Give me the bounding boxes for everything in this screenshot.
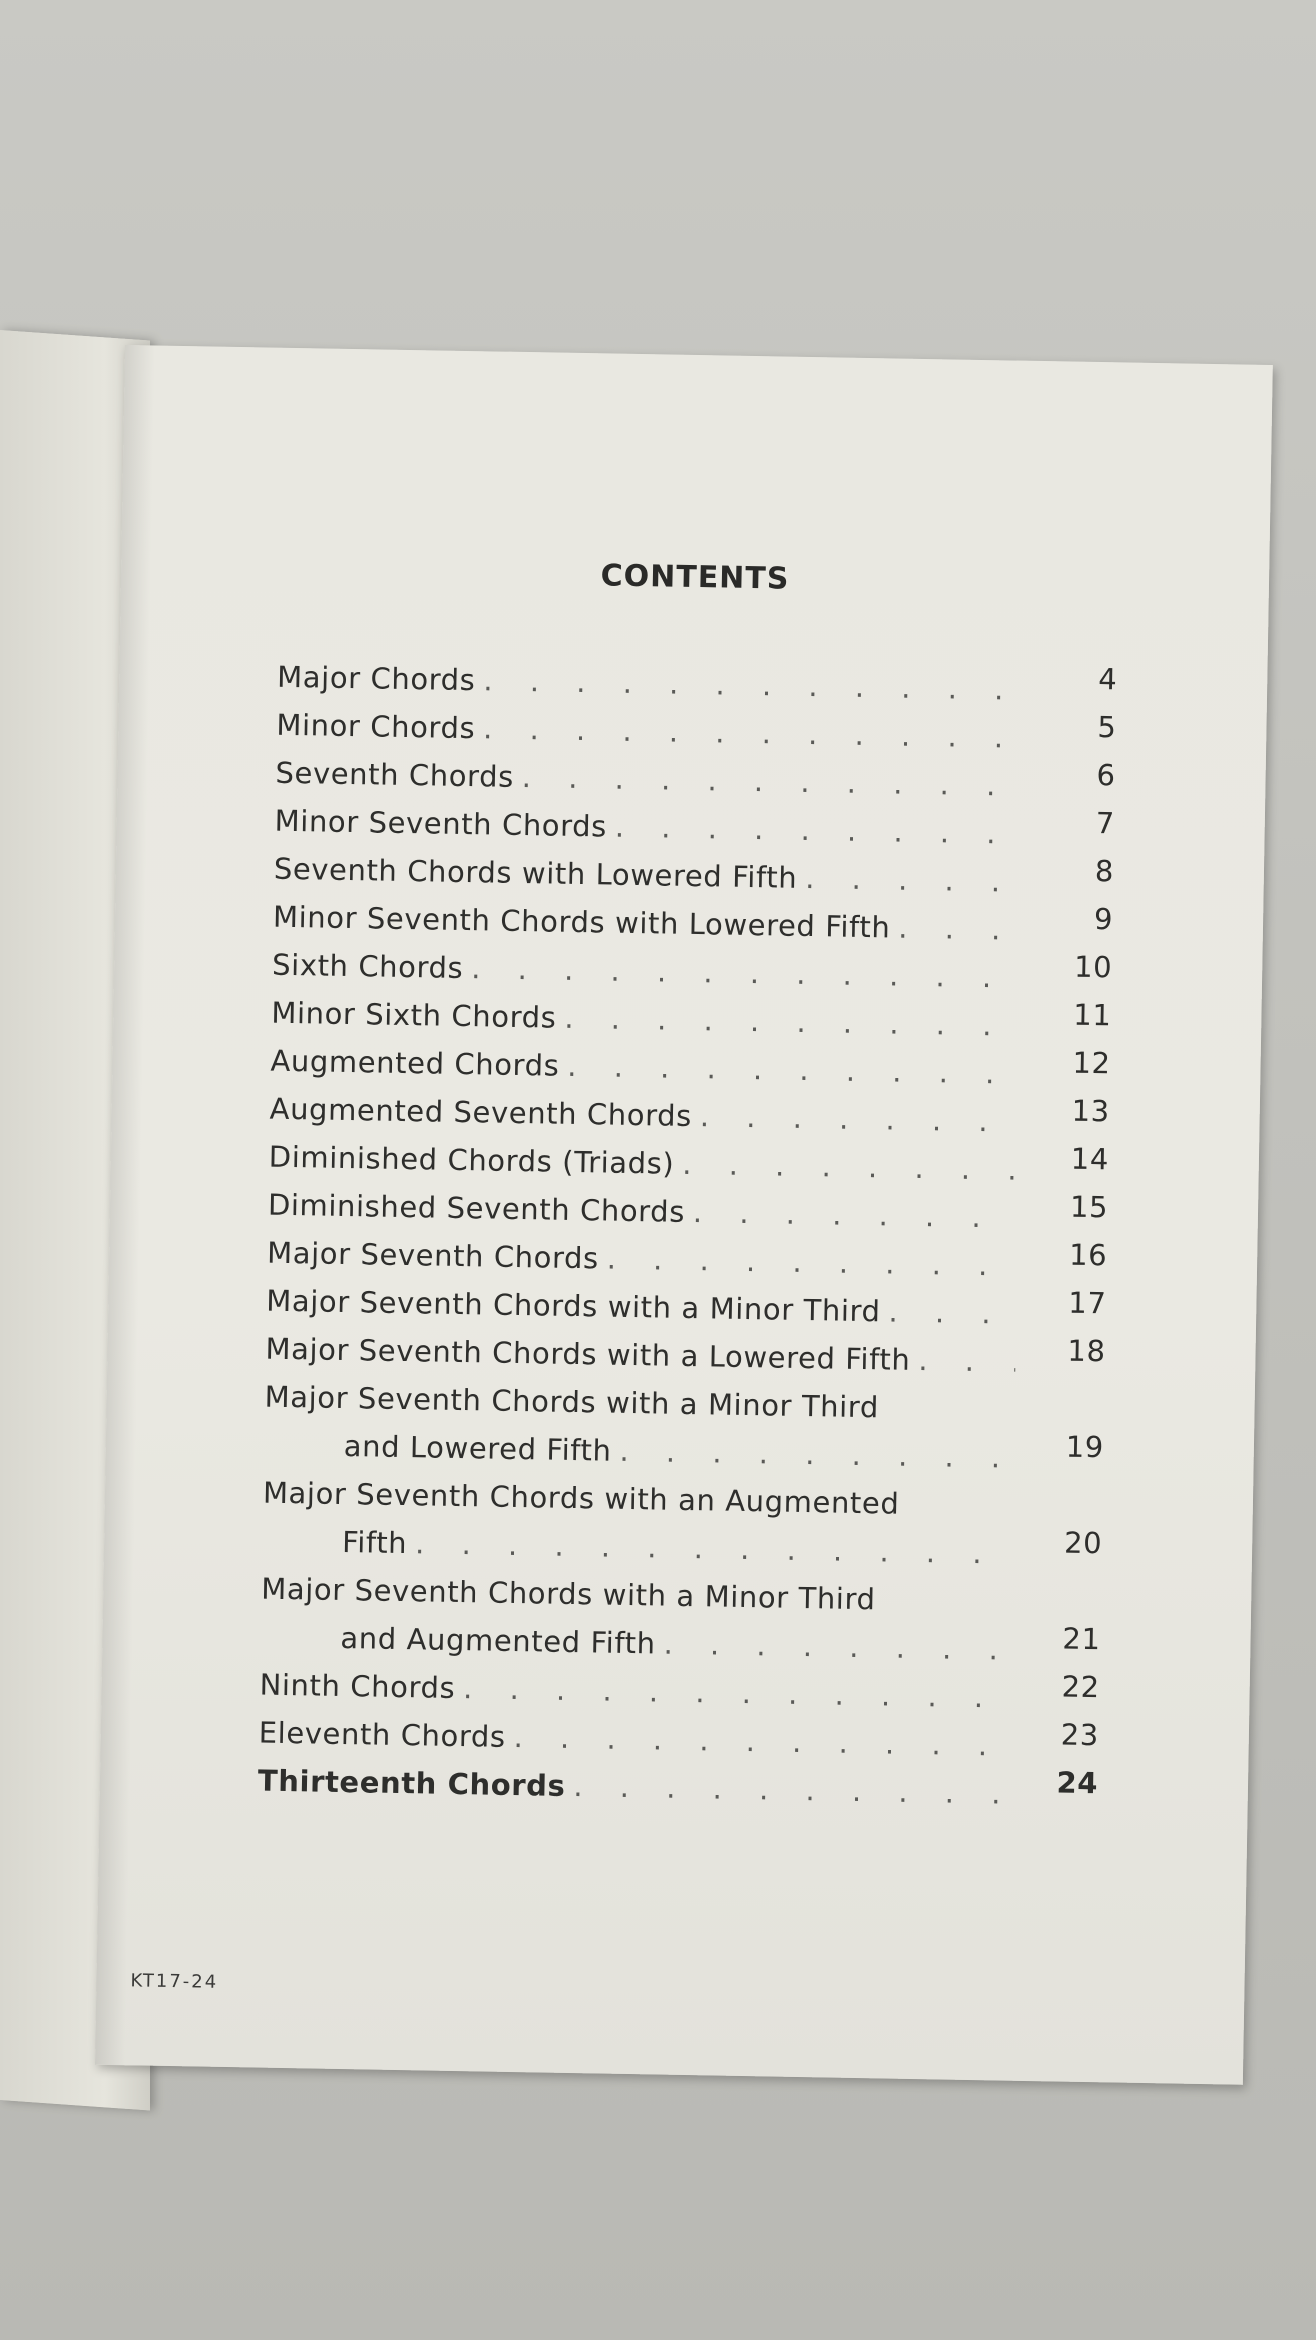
toc-entry-page: 9: [1093, 902, 1114, 937]
toc-entry-label: Major Seventh Chords with a Minor Third: [261, 1571, 876, 1617]
toc-entry-page: 13: [1071, 1093, 1111, 1129]
table-of-contents: [258, 653, 1118, 1819]
toc-entry-page: 14: [1070, 1141, 1110, 1177]
toc-entry-page: 11: [1073, 997, 1112, 1033]
page-title: CONTENTS: [600, 558, 790, 597]
dot-leader: [521, 753, 1025, 810]
dot-leader: [564, 994, 1022, 1050]
toc-entry-label: Minor Chords: [276, 707, 476, 746]
dot-leader: [573, 1762, 1008, 1818]
toc-entry-page: 8: [1094, 854, 1115, 889]
toc-entry-label: Seventh Chords: [275, 755, 515, 794]
toc-entry-page: 7: [1095, 806, 1116, 841]
toc-entry-label: Augmented Chords: [270, 1043, 560, 1083]
toc-entry-page: 18: [1067, 1333, 1106, 1369]
dot-leader: [615, 803, 1026, 858]
catalog-code: KT17-24: [130, 1970, 219, 1993]
toc-entry-page: 21: [1062, 1621, 1101, 1657]
toc-entry-label: Diminished Seventh Chords: [267, 1187, 686, 1229]
toc-entry-page: 24: [1056, 1765, 1099, 1801]
toc-entry-label: Ninth Chords: [259, 1667, 456, 1705]
dot-leader: [693, 1188, 1019, 1242]
dot-leader: [619, 1427, 1014, 1482]
toc-entry-page: 22: [1061, 1669, 1101, 1705]
toc-entry-label-continued: and Augmented Fifth: [340, 1620, 656, 1661]
toc-entry-label: Minor Seventh Chords with Lowered Fifth: [272, 899, 891, 945]
toc-entry-major-seventh-augmented-fifth: [262, 1469, 1104, 1580]
toc-entry-page: 10: [1073, 949, 1113, 985]
toc-entry-page: 6: [1096, 758, 1116, 793]
toc-entry-label: Major Chords: [276, 659, 476, 698]
toc-entry-page: 20: [1063, 1525, 1103, 1561]
book-page: [95, 345, 1273, 2085]
toc-entry-page: 23: [1060, 1717, 1100, 1753]
toc-entry-page: 17: [1068, 1285, 1107, 1321]
dot-leader: [513, 1713, 1009, 1770]
dot-leader: [663, 1620, 1011, 1674]
dot-leader: [805, 854, 1024, 906]
dot-leader: [699, 1092, 1020, 1146]
toc-entry-label: Eleventh Chords: [258, 1715, 506, 1754]
dot-leader: [918, 1336, 1016, 1386]
toc-entry-major-seventh-minor-third-lowered-fifth: [263, 1373, 1105, 1484]
dot-leader: [606, 1235, 1017, 1290]
toc-entry-label: Major Seventh Chords with an Augmented: [262, 1475, 900, 1521]
toc-entry-label: Sixth Chords: [271, 947, 464, 985]
toc-entry-page: 19: [1065, 1429, 1105, 1465]
dot-leader: [682, 1140, 1019, 1194]
toc-entry-label-continued: Fifth: [341, 1524, 408, 1561]
toc-entry-page: 4: [1097, 662, 1118, 697]
toc-entry-page: 15: [1069, 1189, 1109, 1225]
toc-entry-label: Major Seventh Chords with a Lowered Fifth: [265, 1331, 911, 1377]
toc-entry-label: Minor Sixth Chords: [271, 995, 557, 1035]
toc-entry-page: 16: [1068, 1237, 1108, 1273]
toc-entry-page: 5: [1097, 710, 1117, 745]
toc-entry-major-seventh-minor-third-augmented-fifth: [260, 1565, 1102, 1676]
dot-leader: [898, 904, 1023, 954]
dot-leader: [888, 1287, 1017, 1337]
toc-entry-label: Diminished Chords (Triads): [268, 1139, 675, 1181]
toc-entry-label: Major Seventh Chords with a Minor Third: [264, 1379, 880, 1425]
toc-entry-label: Major Seventh Chords: [266, 1235, 600, 1276]
toc-entry-label: Seventh Chords with Lowered Fifth: [273, 851, 798, 895]
toc-entry-label: Minor Seventh Chords: [274, 803, 608, 844]
toc-entry-label: Thirteenth Chords: [257, 1763, 566, 1803]
toc-entry-label: Major Seventh Chords with a Minor Third: [266, 1283, 881, 1329]
dot-leader: [567, 1042, 1021, 1098]
toc-entry-label-continued: and Lowered Fifth: [343, 1428, 612, 1468]
toc-entry-page: 12: [1072, 1045, 1111, 1081]
toc-entry-label: Augmented Seventh Chords: [269, 1091, 693, 1134]
